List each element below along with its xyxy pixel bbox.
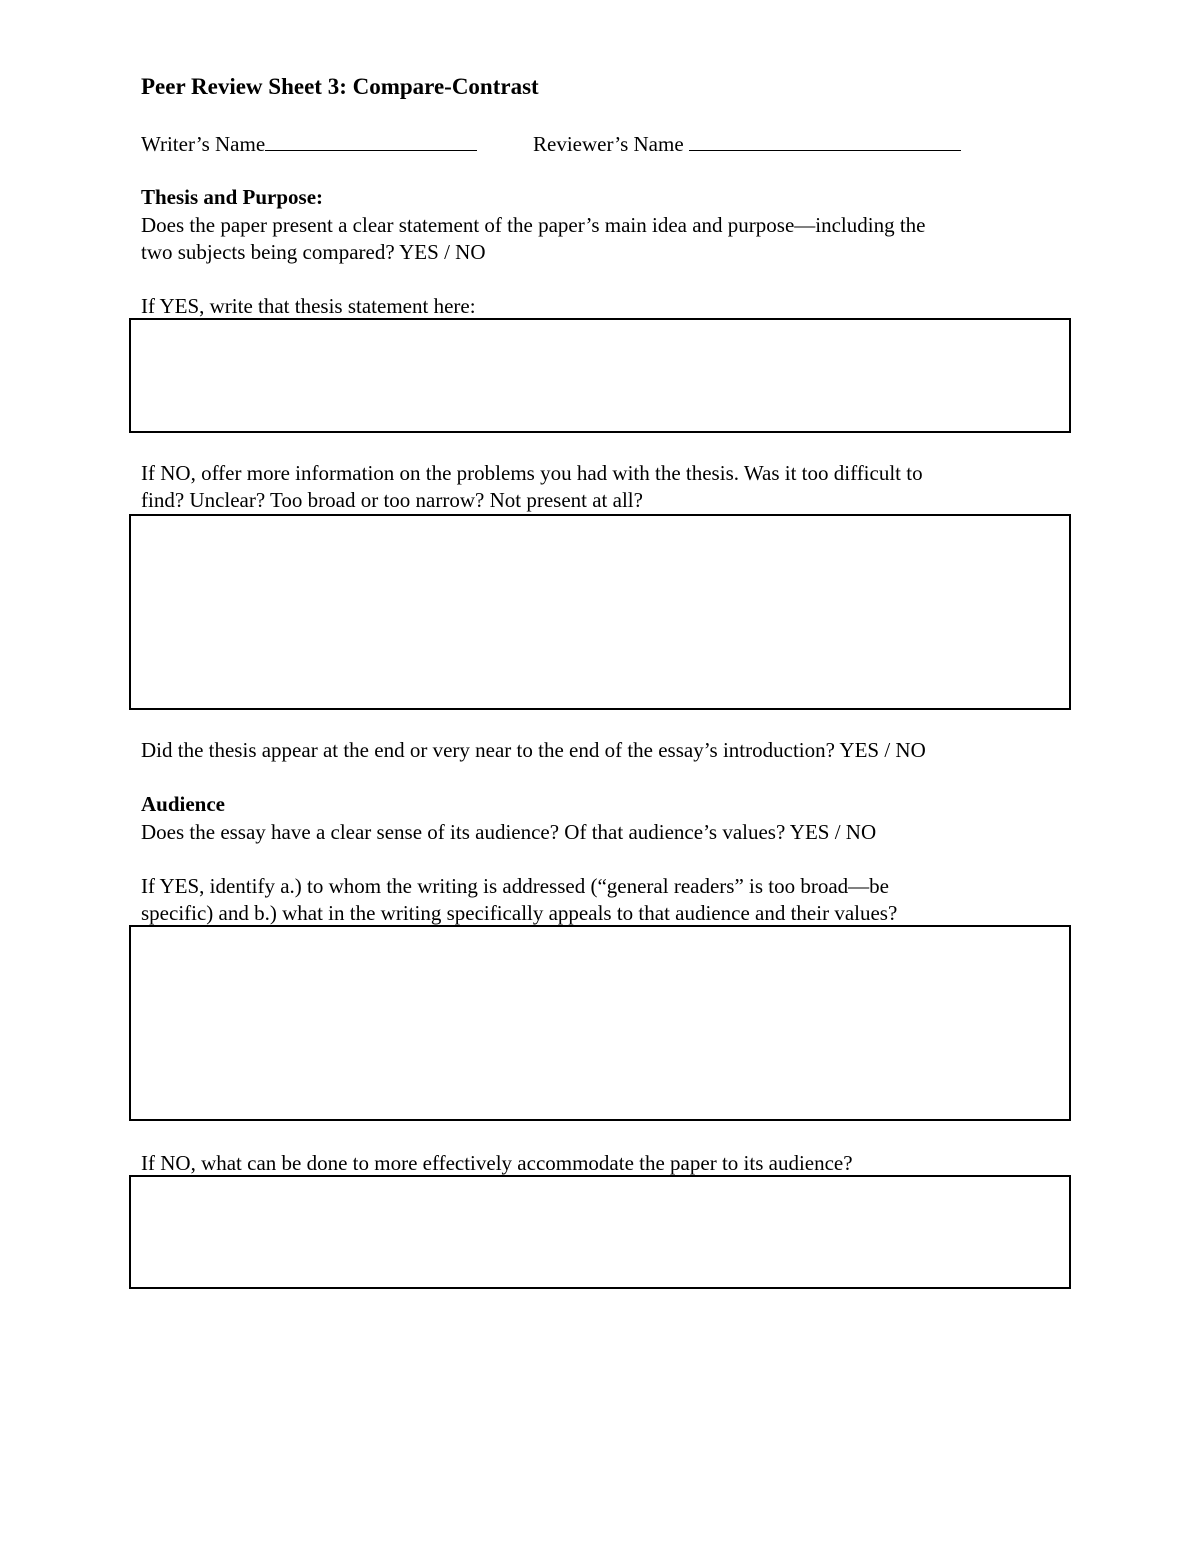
writer-name-label: Writer’s Name xyxy=(141,132,266,156)
thesis-statement-box[interactable] xyxy=(129,318,1071,433)
audience-identify-box[interactable] xyxy=(129,925,1071,1121)
thesis-if-yes-prompt: If YES, write that thesis statement here: xyxy=(141,294,476,318)
thesis-heading: Thesis and Purpose: xyxy=(141,185,324,209)
audience-question: Does the essay have a clear sense of its audience? Of that audience’s values? YES / NO xyxy=(141,820,877,844)
reviewer-name-row xyxy=(533,130,961,158)
writer-name-field[interactable] xyxy=(265,130,477,151)
audience-if-yes-line2: specific) and b.) what in the writing specifically appeals to that audience and their values? xyxy=(141,901,898,925)
reviewer-name-field[interactable] xyxy=(689,130,961,151)
thesis-placement-question: Did the thesis appear at the end or very near to the end of the essay’s introduction? YES / NO xyxy=(141,738,926,762)
thesis-if-no-line2: find? Unclear? Too broad or too narrow? Not present at all? xyxy=(141,488,643,512)
audience-if-yes-line1: If YES, identify a.) to whom the writing is addressed (“general readers” is too broad—be xyxy=(141,874,889,898)
audience-if-no-prompt: If NO, what can be done to more effectively accommodate the paper to its audience? xyxy=(141,1151,853,1175)
reviewer-name-label: Reviewer’s Name xyxy=(533,132,684,156)
thesis-problems-box[interactable] xyxy=(129,514,1071,710)
audience-heading: Audience xyxy=(141,792,225,816)
audience-accommodate-box[interactable] xyxy=(129,1175,1071,1289)
thesis-question-line2: two subjects being compared? YES / NO xyxy=(141,240,486,264)
name-fields-row xyxy=(141,130,477,158)
page-title: Peer Review Sheet 3: Compare-Contrast xyxy=(141,74,539,99)
thesis-question-line1: Does the paper present a clear statement of the paper’s main idea and purpose—including the xyxy=(141,213,926,237)
thesis-if-no-line1: If NO, offer more information on the problems you had with the thesis. Was it too difficult to xyxy=(141,461,923,485)
